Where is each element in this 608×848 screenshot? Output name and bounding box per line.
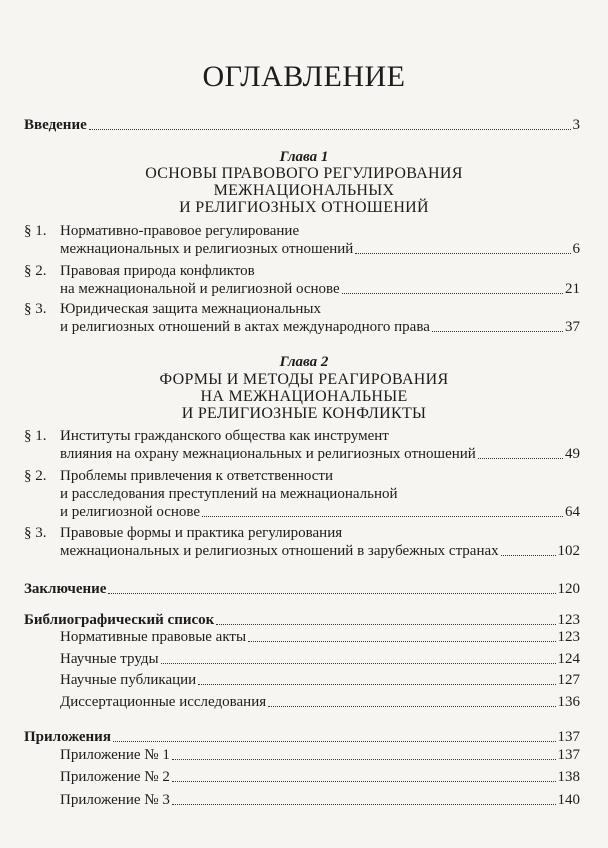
toc-entry-page: 3 (572, 117, 580, 133)
chapter-2-label: Глава 2 (279, 354, 329, 370)
toc-entry-label: Введение (24, 117, 87, 133)
leader-dots (198, 684, 555, 685)
leader-dots (113, 741, 556, 742)
toc-entry-page: 123 (557, 612, 580, 628)
section-number: § 2. (24, 468, 47, 484)
chapter-2-title-line: И РЕЛИГИОЗНЫЕ КОНФЛИКТЫ (181, 405, 427, 422)
toc-entry-ch2-s3[interactable] (60, 542, 580, 560)
toc-entry-bibliography[interactable] (24, 611, 580, 629)
section-title-line: Правовые формы и практика регулирования (60, 525, 343, 541)
toc-entry-page: 137 (557, 729, 580, 745)
leader-dots (172, 759, 556, 760)
toc-entry-page: 120 (557, 581, 580, 597)
toc-subentry[interactable] (60, 746, 580, 764)
toc-entry-page: 140 (557, 792, 580, 808)
toc-entry-label: Научные труды (60, 651, 159, 667)
section-number: § 3. (24, 301, 47, 317)
toc-entry-page: 21 (565, 281, 580, 297)
section-title-line: и расследования преступлений на межнациональной (60, 486, 398, 502)
toc-subentry[interactable] (60, 768, 580, 786)
toc-entry-label: Диссертационные исследования (60, 694, 267, 710)
toc-subentry[interactable] (60, 671, 580, 689)
toc-entry-label: Приложения (24, 729, 111, 745)
leader-dots (268, 706, 555, 707)
leader-dots (501, 555, 556, 556)
toc-entry-page: 138 (557, 769, 580, 785)
leader-dots (172, 781, 556, 782)
chapter-1-label: Глава 1 (279, 149, 329, 165)
leader-dots (432, 331, 563, 332)
page-title: ОГЛАВЛЕНИЕ (202, 60, 406, 93)
toc-subentry[interactable] (60, 693, 580, 711)
toc-entry-label: Заключение (24, 581, 107, 597)
toc-entry-intro[interactable] (24, 116, 580, 134)
chapter-1-title-line: И РЕЛИГИОЗНЫХ ОТНОШЕНИЙ (179, 199, 429, 216)
chapter-2-title-line: ФОРМЫ И МЕТОДЫ РЕАГИРОВАНИЯ (159, 371, 449, 388)
chapter-1-title-line: МЕЖНАЦИОНАЛЬНЫХ (213, 182, 395, 199)
toc-entry-label: Нормативные правовые акты (60, 629, 247, 645)
toc-subentry[interactable] (60, 650, 580, 668)
section-title-line: и религиозной основе (60, 504, 201, 520)
leader-dots (342, 293, 563, 294)
toc-entry-label: Приложение № 1 (60, 747, 170, 763)
section-title-line: Институты гражданского общества как инструмент (60, 428, 389, 444)
toc-entry-ch1-s3[interactable] (60, 318, 580, 336)
toc-entry-page: 64 (565, 504, 580, 520)
toc-entry-page: 127 (557, 672, 580, 688)
toc-entry-label: Приложение № 3 (60, 792, 170, 808)
toc-entry-page: 49 (565, 446, 580, 462)
section-title-line: межнациональных и религиозных отношений в зарубежных странах (60, 543, 499, 559)
toc-subentry[interactable] (60, 628, 580, 646)
section-title-line: Юридическая защита межнациональных (60, 301, 322, 317)
toc-entry-label: Библиографический список (24, 612, 215, 628)
leader-dots (202, 516, 563, 517)
leader-dots (355, 253, 570, 254)
chapter-1-title-line: ОСНОВЫ ПРАВОВОГО РЕГУЛИРОВАНИЯ (145, 165, 463, 182)
section-number: § 2. (24, 263, 47, 279)
section-title-line: на межнациональной и религиозной основе (60, 281, 340, 297)
toc-entry-ch1-s2[interactable] (60, 280, 580, 298)
leader-dots (216, 624, 555, 625)
leader-dots (478, 458, 563, 459)
section-title-line: Правовая природа конфликтов (60, 263, 255, 279)
toc-subentry[interactable] (60, 791, 580, 809)
toc-entry-label: Приложение № 2 (60, 769, 170, 785)
section-number: § 1. (24, 428, 47, 444)
toc-entry-conclusion[interactable] (24, 580, 580, 598)
leader-dots (108, 593, 555, 594)
toc-entry-page: 6 (572, 241, 580, 257)
toc-entry-appendices[interactable] (24, 728, 580, 746)
leader-dots (248, 641, 555, 642)
toc-entry-page: 102 (557, 543, 580, 559)
toc-entry-ch2-s2[interactable] (60, 503, 580, 521)
chapter-2-title-line: НА МЕЖНАЦИОНАЛЬНЫЕ (200, 388, 408, 405)
section-title-line: и религиозных отношений в актах международного права (60, 319, 430, 335)
toc-entry-page: 136 (557, 694, 580, 710)
leader-dots (161, 663, 556, 664)
section-number: § 1. (24, 223, 47, 239)
toc-entry-ch1-s1[interactable] (60, 240, 580, 258)
section-title-line: межнациональных и религиозных отношений (60, 241, 354, 257)
section-title-line: Нормативно-правовое регулирование (60, 223, 300, 239)
section-title-line: Проблемы привлечения к ответственности (60, 468, 333, 484)
section-number: § 3. (24, 525, 47, 541)
toc-entry-page: 37 (565, 319, 580, 335)
section-title-line: влияния на охрану межнациональных и религиозных отношений (60, 446, 476, 462)
toc-entry-ch2-s1[interactable] (60, 445, 580, 463)
toc-entry-label: Научные публикации (60, 672, 197, 688)
leader-dots (172, 804, 556, 805)
leader-dots (89, 129, 571, 130)
toc-entry-page: 124 (557, 651, 580, 667)
toc-entry-page: 137 (557, 747, 580, 763)
toc-entry-page: 123 (557, 629, 580, 645)
